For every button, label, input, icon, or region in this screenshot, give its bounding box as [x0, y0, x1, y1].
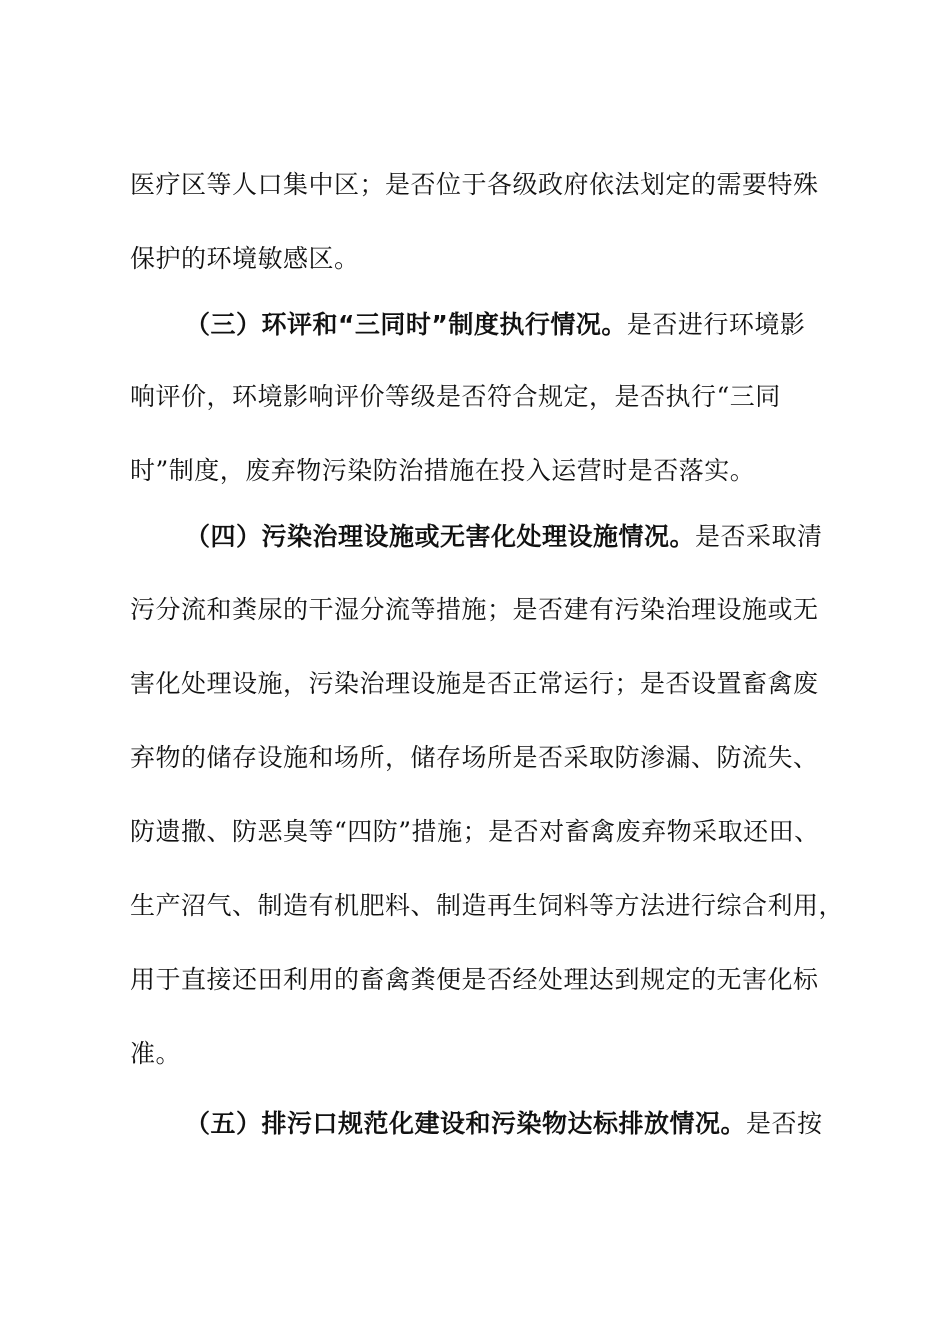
section-5-text: 是否按: [746, 1109, 823, 1138]
section-4-line: [185, 517, 850, 557]
paragraph-line: 医疗区等人口集中区；是否位于各级政府依法划定的需要特殊: [130, 170, 819, 199]
section-3-text: 是否进行环境影: [626, 310, 806, 339]
paragraph-line: 防遗撒、防恶臭等“四防”措施；是否对畜禽废弃物采取还田、: [130, 817, 820, 846]
paragraph-line: 用于直接还田利用的畜禽粪便是否经处理达到规定的无害化标: [130, 965, 819, 994]
section-3-heading: （三）环评和“三同时”制度执行情况。: [185, 310, 627, 339]
section-5-heading: （五）排污口规范化建设和污染物达标排放情况。: [185, 1109, 747, 1138]
paragraph-line: 响评价，环境影响评价等级是否符合规定，是否执行“三同: [130, 382, 781, 411]
section-5-line: [185, 1104, 850, 1144]
section-4-text: 是否采取清: [695, 522, 823, 551]
paragraph-line: 生产沼气、制造有机肥料、制造再生饲料等方法进行综合利用，: [130, 891, 845, 920]
section-3-line: [185, 305, 850, 345]
paragraph-line: 污分流和粪尿的干湿分流等措施；是否建有污染治理设施或无: [130, 595, 819, 624]
paragraph-line: 弃物的储存设施和场所，储存场所是否采取防渗漏、防流失、: [130, 743, 819, 772]
section-4-heading: （四）污染治理设施或无害化处理设施情况。: [185, 522, 696, 551]
paragraph-line: 时”制度，废弃物污染防治措施在投入运营时是否落实。: [130, 456, 756, 485]
paragraph-line: 准。: [130, 1039, 182, 1068]
paragraph-line: 保护的环境敏感区。: [130, 244, 360, 273]
paragraph-line: 害化处理设施，污染治理设施是否正常运行；是否设置畜禽废: [130, 669, 819, 698]
